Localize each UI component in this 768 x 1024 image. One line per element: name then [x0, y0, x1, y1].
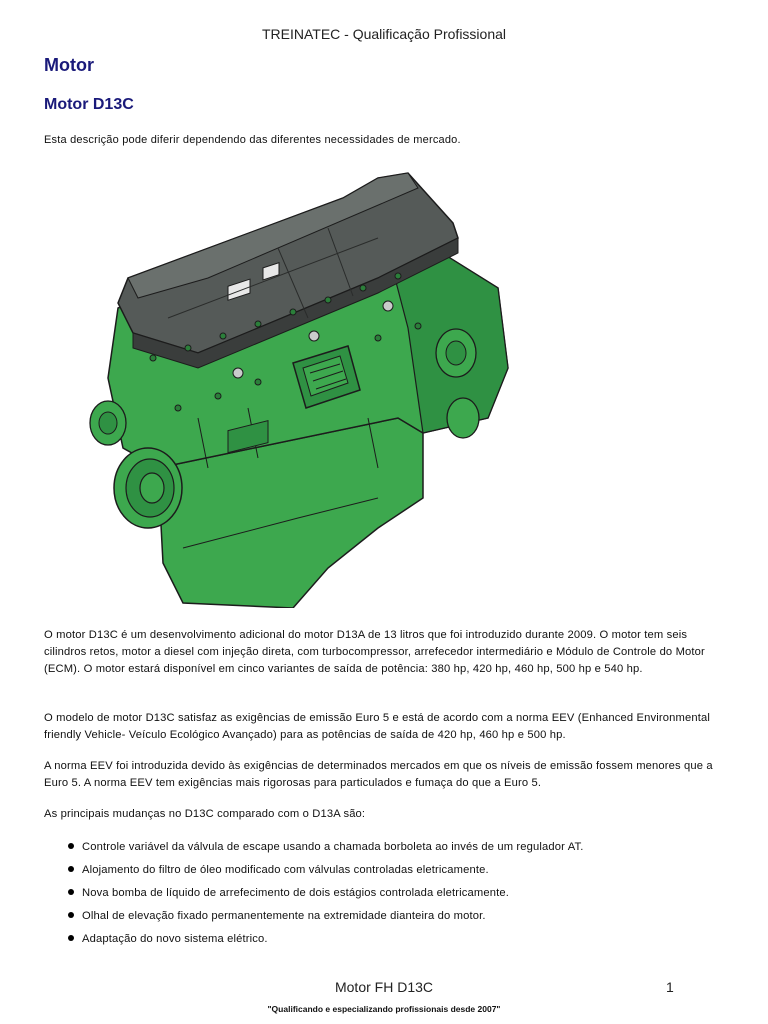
subsection-title: Motor D13C [44, 96, 134, 113]
section-title: Motor [44, 55, 94, 75]
list-item: Alojamento do filtro de óleo modificado com válvulas controladas eletricamente. [66, 859, 583, 882]
list-item: Nova bomba de líquido de arrefecimento de dois estágios controlada eletricamente. [66, 882, 583, 905]
list-item: Olhal de elevação fixado permanentemente na extremidade dianteira do motor. [66, 905, 583, 928]
bullet-icon [68, 843, 74, 849]
paragraph-changes-intro: As principais mudanças no D13C comparado com o D13A são: [44, 808, 366, 820]
list-item: Controle variável da válvula de escape usando a chamada borboleta ao invés de um regulador AT. [66, 836, 583, 859]
intro-text: Esta descrição pode diferir dependendo das diferentes necessidades de mercado. [44, 134, 461, 146]
bullet-icon [68, 889, 74, 895]
page-number: 1 [666, 979, 674, 995]
bullet-icon [68, 866, 74, 872]
bullet-icon [68, 912, 74, 918]
footer-title: Motor FH D13C [334, 979, 434, 995]
engine-illustration [78, 168, 518, 608]
paragraph-engine-overview: O motor D13C é um desenvolvimento adicional do motor D13A de 13 litros que foi introduzido durante 2009. O motor tem seis cilindros retos, motor a diesel com injeção direta, com turbocompressor, arrefecedor intermediário e Módulo de Controle do Motor (ECM). O motor estará disponível em cinco variantes de saída de potência: 380 hp, 420 hp, 460 hp, 500 hp e 540 hp. [44, 629, 705, 675]
list-item: Adaptação do novo sistema elétrico. [66, 928, 583, 951]
page-header: TREINATEC - Qualificação Profissional [261, 26, 507, 42]
bullet-icon [68, 935, 74, 941]
paragraph-emissions: O modelo de motor D13C satisfaz as exigências de emissão Euro 5 e está de acordo com a norma EEV (Enhanced Environmental friendly Vehicle- Veículo Ecológico Avançado) para as potências de saída de 420 hp, 460 hp e 500 hp. [44, 712, 710, 741]
footer-slogan: "Qualificando e especializando profissionais desde 2007" [267, 1004, 501, 1014]
paragraph-eev-norm: A norma EEV foi introduzida devido às exigências de determinados mercados em que os níveis de emissão fossem menores que a Euro 5. A norma EEV tem exigências mais rigorosas para particulados e fumaça do que a Euro 5. [44, 760, 713, 789]
changes-list [66, 836, 583, 951]
